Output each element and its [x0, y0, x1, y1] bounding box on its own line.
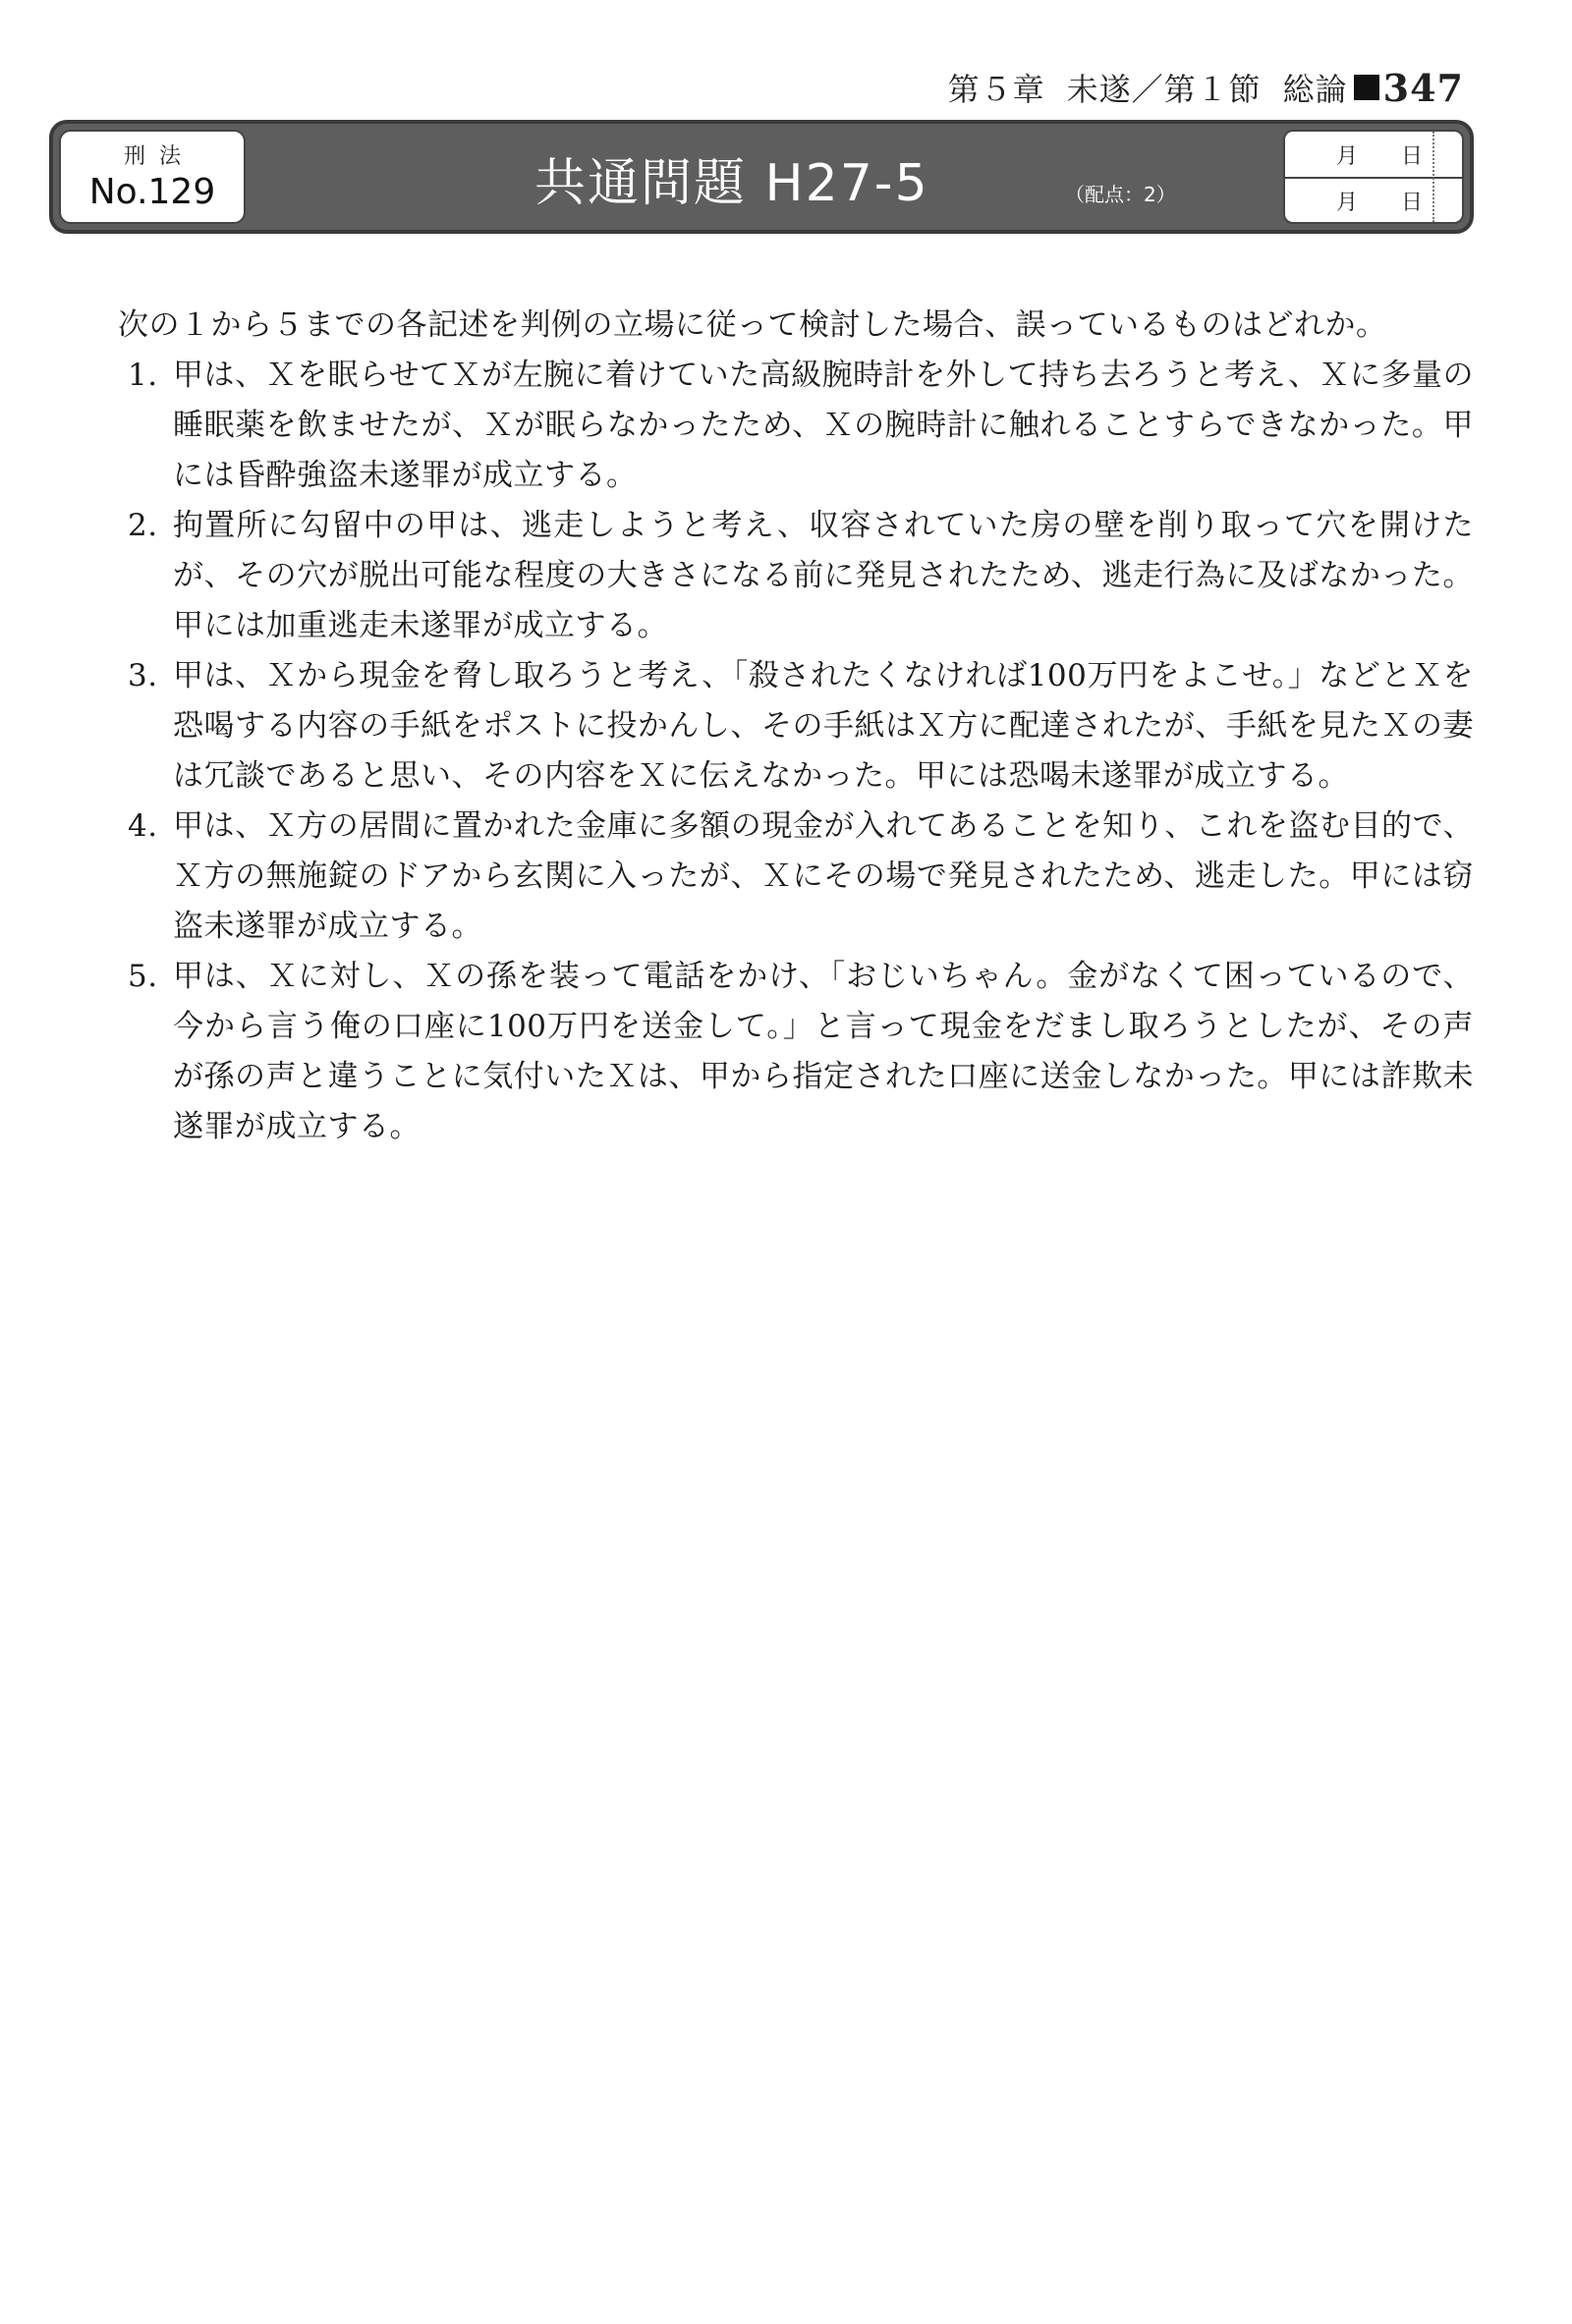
points-label: （配点：2） [1065, 183, 1176, 206]
choice-text: 甲は、Ｘを眠らせてＸが左腕に着けていた高級腕時計を外して持ち去ろうと考え、Ｘに多量の睡眠薬を飲ませたが、Ｘが眠らなかったため、Ｘの腕時計に触れることすらできなかった。甲には昏酔強盗未遂罪が成立する。 [173, 358, 1474, 493]
square-marker-icon [1354, 75, 1379, 100]
choice-item [118, 351, 1474, 501]
date-row [1285, 177, 1462, 222]
choice-number: 4. [128, 808, 158, 844]
study-date-box [1283, 130, 1464, 224]
choice-item [118, 501, 1474, 651]
problem-header [49, 120, 1474, 234]
choice-text: 甲は、Ｘに対し、Ｘの孫を装って電話をかけ、「おじいちゃん。金がなくて困っているので、今から言う俺の口座に100万円を送金して。」と言って現金をだまし取ろうとしたが、その声が孫の声と違うことに気付いたＸは、甲から指定された口座に送金しなかった。甲には詐欺未遂罪が成立する。 [173, 959, 1474, 1144]
choice-item [118, 802, 1474, 952]
day-label: 日 [1400, 190, 1423, 215]
choice-item [118, 651, 1474, 802]
choice-text: 拘置所に勾留中の甲は、逃走しようと考え、収容されていた房の壁を削り取って穴を開けたが、その穴が脱出可能な程度の大きさになる前に発見されたため、逃走行為に及ばなかった。甲には加重逃走未遂罪が成立する。 [173, 508, 1474, 643]
choice-number: 2. [128, 508, 158, 543]
month-label: 月 [1335, 143, 1358, 169]
problem-number: No.129 [88, 172, 216, 212]
date-row [1285, 132, 1462, 177]
problem-content [118, 301, 1474, 1152]
topic-label: 総論 [1282, 71, 1348, 108]
subject-box [59, 130, 246, 224]
month-label: 月 [1335, 190, 1358, 215]
choice-item [118, 952, 1474, 1152]
day-label: 日 [1400, 143, 1423, 169]
choice-number: 1. [128, 358, 158, 393]
running-head [948, 65, 1464, 110]
page-number: 347 [1382, 65, 1464, 110]
problem-title: 共通問題 H27-5 [534, 154, 929, 213]
choice-number: 5. [128, 959, 158, 994]
question-text: 次の１から５までの各記述を判例の立場に従って検討した場合、誤っているものはどれか。 [118, 307, 1387, 343]
choice-text: 甲は、Ｘ方の居間に置かれた金庫に多額の現金が入れてあることを知り、これを盗む目的で、Ｘ方の無施錠のドアから玄関に入ったが、Ｘにその場で発見されたため、逃走した。甲には窃盗未遂罪が成立する。 [173, 808, 1474, 944]
chapter-label: 第５章 [947, 71, 1045, 108]
subject-label: 刑法 [123, 144, 195, 169]
choice-number: 3. [128, 658, 158, 693]
choice-text: 甲は、Ｘから現金を脅し取ろうと考え、「殺されたくなければ100万円をよこせ。」などとＸを恐喝する内容の手紙をポストに投かんし、その手紙はＸ方に配達されたが、手紙を見たＸの妻は冗談であると思い、その内容をＸに伝えなかった。甲には恐喝未遂罪が成立する。 [173, 658, 1474, 794]
dotted-divider [1432, 132, 1434, 222]
section-label: 未遂／第１節 [1066, 71, 1262, 108]
